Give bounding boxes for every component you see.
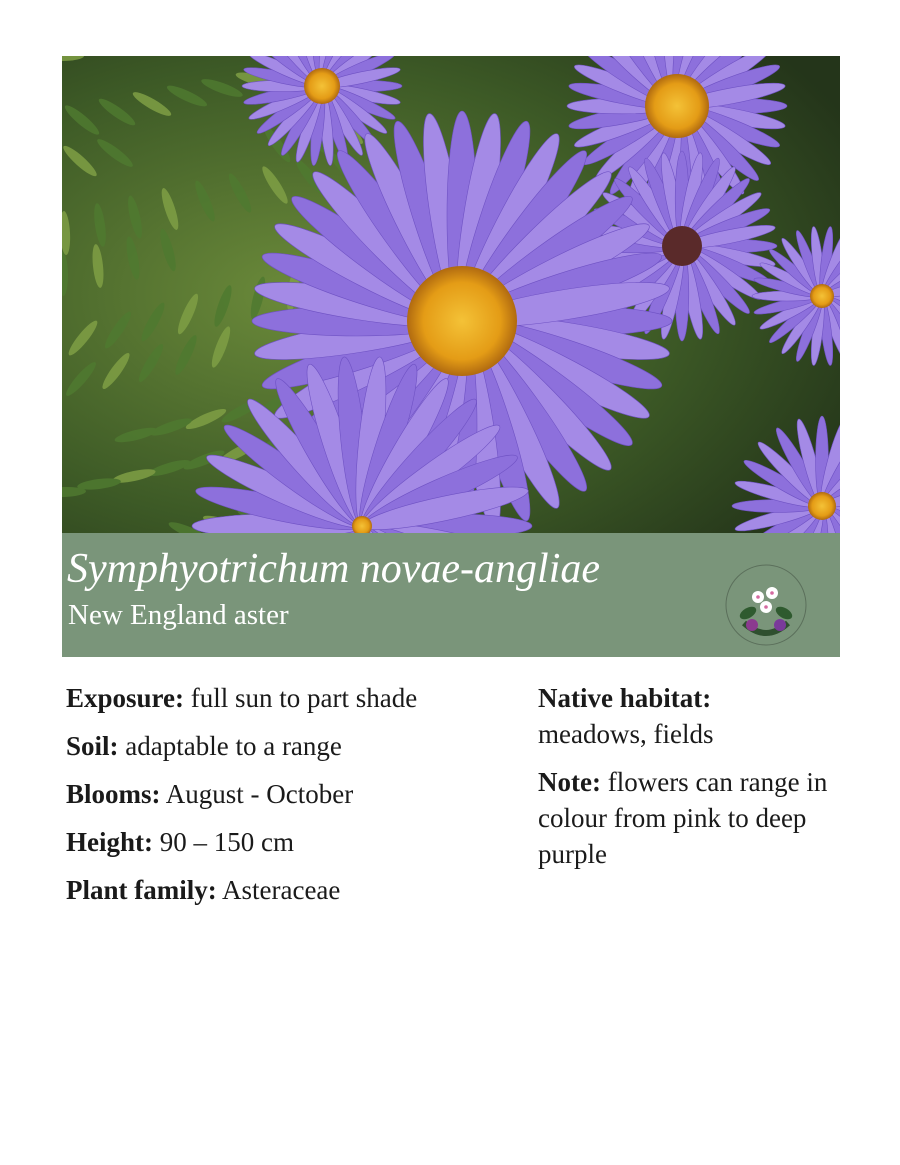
fact-row xyxy=(66,728,506,764)
fact-row xyxy=(66,872,506,908)
fact-label: Plant family: xyxy=(66,875,217,905)
fact-label: Note: xyxy=(538,767,601,797)
fact-label: Blooms: xyxy=(66,779,161,809)
facts-right-column xyxy=(538,680,838,884)
scientific-name: Symphyotrichum novae-angliae xyxy=(67,546,601,592)
common-name: New England aster xyxy=(68,599,289,631)
fact-row xyxy=(538,764,838,872)
fact-value: 90 – 150 cm xyxy=(159,827,294,857)
facts-left-column xyxy=(66,680,506,920)
fact-value: full sun to part shade xyxy=(190,683,418,713)
fact-value: adaptable to a range xyxy=(125,731,342,761)
fact-row xyxy=(66,680,506,716)
fact-row xyxy=(66,824,506,860)
fact-value: flowers can range in colour from pink to deep purple xyxy=(538,767,828,869)
aster-photo xyxy=(62,56,840,533)
fact-label: Exposure: xyxy=(66,683,185,713)
title-banner xyxy=(62,533,840,657)
fact-value: Asteraceae xyxy=(222,875,341,905)
fact-label: Height: xyxy=(66,827,153,857)
fact-value: August - October xyxy=(165,779,354,809)
fact-label: Native habitat: xyxy=(538,683,712,713)
fact-row xyxy=(66,776,506,812)
botanical-garden-seal-icon xyxy=(714,553,818,657)
aster-flowers-image xyxy=(62,56,840,533)
fact-row xyxy=(538,680,838,752)
fact-value: meadows, fields xyxy=(538,719,714,749)
fact-label: Soil: xyxy=(66,731,119,761)
